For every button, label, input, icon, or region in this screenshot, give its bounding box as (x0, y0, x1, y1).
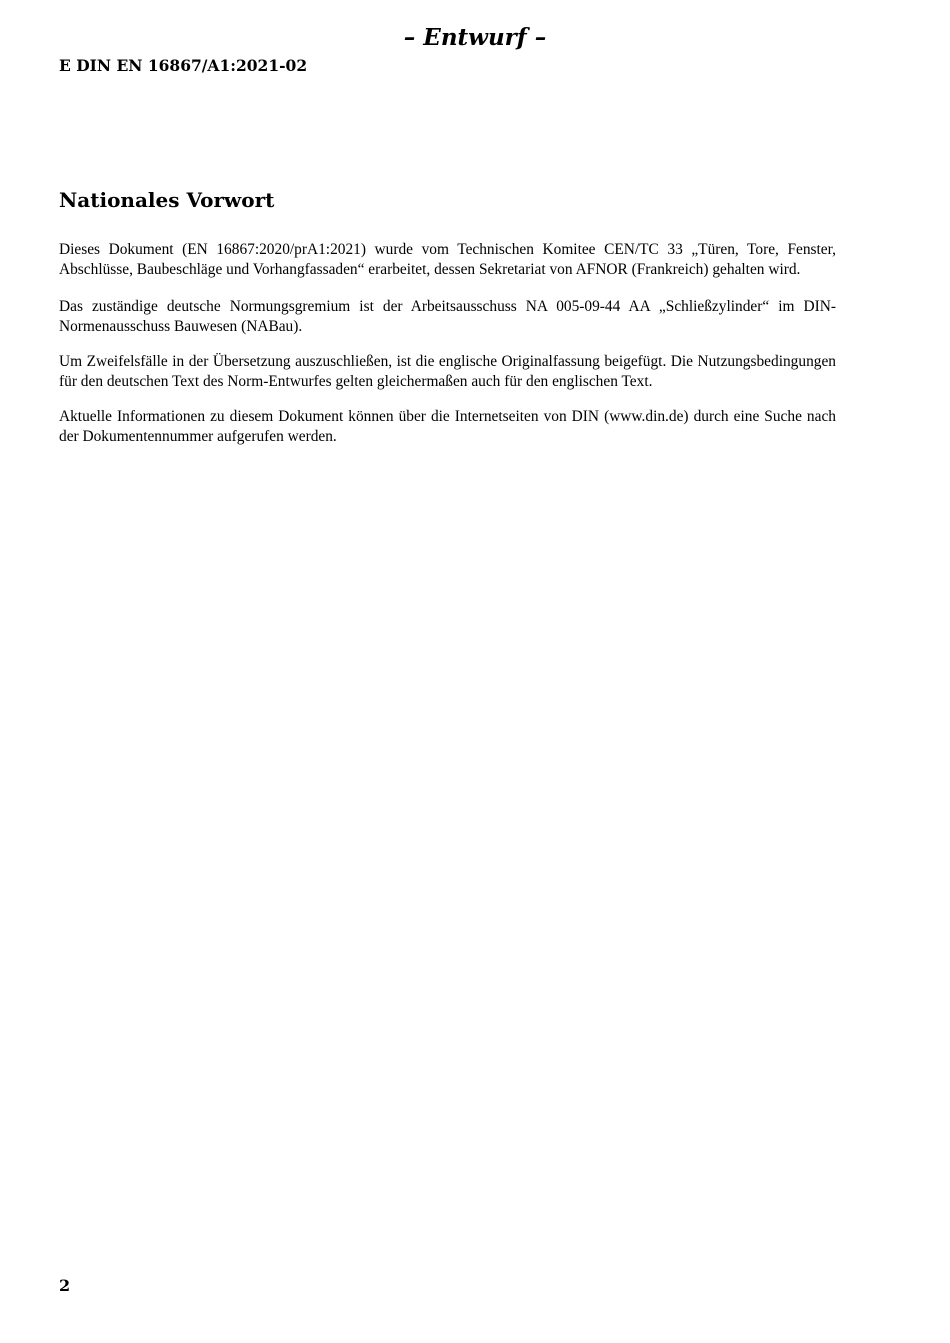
paragraph-translation: Um Zweifelsfälle in der Übersetzung auszuschließen, ist die englische Originalfassung beigefügt. Die Nutzungsbedingungen für den deutschen Text des Norm-Entwurfes gelten gleichermaßen auch für den englischen Text. (59, 353, 836, 390)
draft-marker: – Entwurf – (403, 24, 547, 51)
section-title: Nationales Vorwort (59, 188, 275, 212)
foreword-body (59, 240, 836, 462)
document-id: E DIN EN 16867/A1:2021-02 (59, 56, 308, 75)
page-number: 2 (59, 1276, 71, 1295)
paragraph-committee: Dieses Dokument (EN 16867:2020/prA1:2021) wurde vom Technischen Komitee CEN/TC 33 „Türen, Tore, Fenster, Abschlüsse, Baubeschläge und Vorhangfassaden“ erarbeitet, dessen Sekretariat von AFNOR (Frankreich) gehalten wird. (59, 241, 836, 278)
paragraph-information: Aktuelle Informationen zu diesem Dokument können über die Internetseiten von DIN (www.din.de) durch eine Suche nach der Dokumentennummer aufgerufen werden. (59, 408, 836, 445)
paragraph-national-committee: Das zuständige deutsche Normungsgremium ist der Arbeitsausschuss NA 005-09-44 AA „Schließzylinder“ im DIN-Normenausschuss Bauwesen (NABau). (59, 298, 836, 335)
